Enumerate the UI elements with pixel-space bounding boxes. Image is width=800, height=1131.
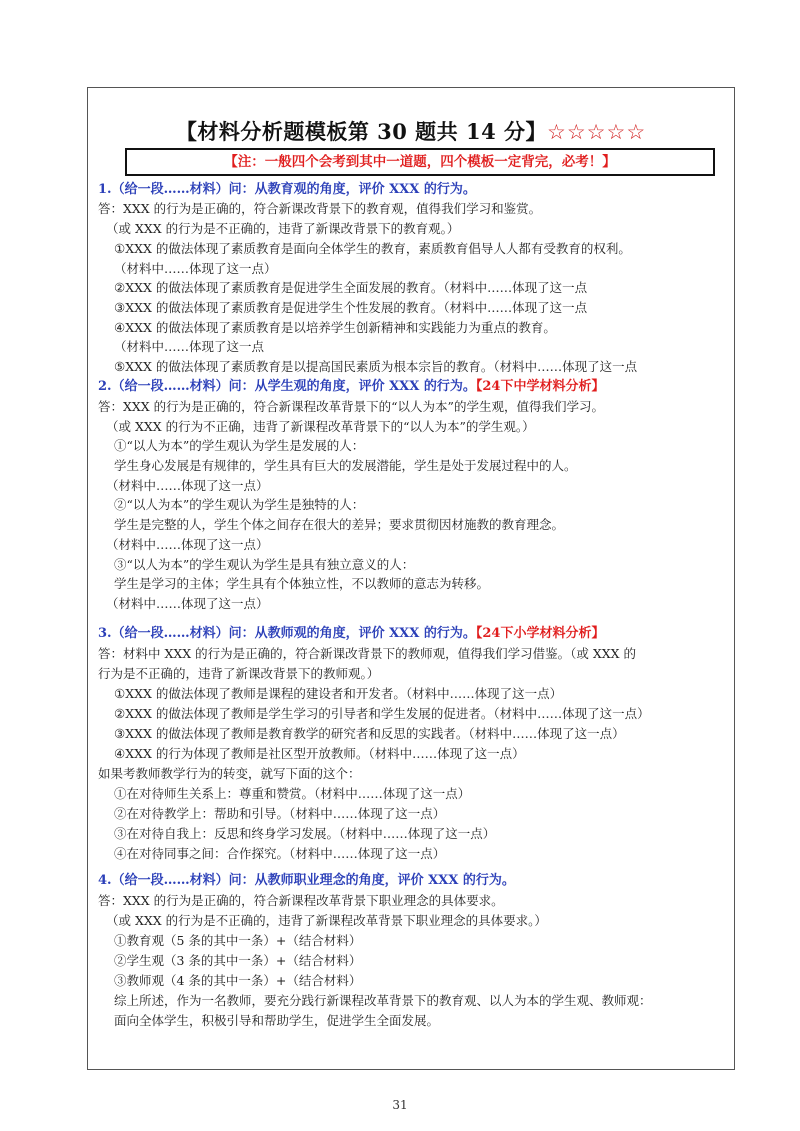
q1-line-4: （材料中……体现了这一点） [114, 261, 277, 276]
q3-line-4: ②XXX 的做法体现了教师是学生学习的引导者和学生发展的促进者。（材料中……体现了这一点） [114, 706, 650, 721]
q1-line-8: （材料中……体现了这一点 [114, 339, 265, 354]
q2-line-5: （材料中……体现了这一点） [106, 478, 269, 493]
question-1 [98, 180, 476, 199]
q2-line-3: ①“以人为本”的学生观认为学生是发展的人： [114, 438, 365, 453]
question-1-text: 1.（给一段……材料）问：从教育观的角度，评价 XXX 的行为。 [98, 182, 476, 197]
question-3-text: 3.（给一段……材料）问：从教师观的角度，评价 XXX 的行为。 [98, 626, 476, 641]
q3-line-6: ④XXX 的行为体现了教师是社区型开放教师。（材料中……体现了这一点） [114, 746, 525, 761]
question-2-tag: 【24下中学材料分析】 [475, 379, 605, 394]
question-3 [98, 624, 604, 643]
q2-line-11: （材料中……体现了这一点） [106, 596, 269, 611]
q3-line-10: ③在对待自我上：反思和终身学习发展。（材料中……体现了这一点） [114, 826, 496, 841]
q1-line-3: ①XXX 的做法体现了素质教育是面向全体学生的教育，素质教育倡导人人都有受教育的权利。 [114, 241, 631, 256]
q3-line-9: ②在对待教学上：帮助和引导。（材料中……体现了这一点） [114, 806, 446, 821]
question-4-text: 4.（给一段……材料）问：从教师职业理念的角度，评价 XXX 的行为。 [98, 873, 515, 888]
q3-line-7: 如果考教师教学行为的转变，就写下面的这个： [98, 766, 361, 781]
q3-line-11: ④在对待同事之间：合作探究。（材料中……体现了这一点） [114, 846, 446, 861]
q1-line-7: ④XXX 的做法体现了素质教育是以培养学生创新精神和实践能力为重点的教育。 [114, 320, 556, 335]
question-2-text: 2.（给一段……材料）问：从学生观的角度，评价 XXX 的行为。 [98, 379, 476, 394]
page-number: 31 [392, 1098, 408, 1112]
q4-line-3: ①教育观（5 条的其中一条）+（结合材料） [114, 933, 362, 948]
q2-line-8: （材料中……体现了这一点） [106, 537, 269, 552]
q3-line-3: ①XXX 的做法体现了教师是课程的建设者和开发者。（材料中……体现了这一点） [114, 686, 563, 701]
q2-line-10: 学生是学习的主体；学生具有个体独立性，不以教师的意志为转移。 [114, 576, 490, 591]
q2-line-2: （或 XXX 的行为不正确，违背了新课程改革背景下的“以人为本”的学生观。） [106, 419, 535, 434]
q4-line-1: 答：XXX 的行为是正确的，符合新课程改革背景下职业理念的具体要求。 [98, 893, 504, 908]
q4-line-6: 综上所述，作为一名教师，要充分践行新课程改革背景下的教育观、以人为本的学生观、教师观： [114, 993, 652, 1008]
q3-line-5: ③XXX 的做法体现了教师是教育教学的研究者和反思的实践者。（材料中……体现了这一点） [114, 726, 625, 741]
q3-line-2: 行为是不正确的，违背了新课改背景下的教师观。） [98, 666, 380, 681]
q1-line-5: ②XXX 的做法体现了素质教育是促进学生全面发展的教育。（材料中……体现了这一点 [114, 280, 588, 295]
q2-line-9: ③“以人为本”的学生观认为学生是具有独立意义的人： [114, 557, 415, 572]
q2-line-7: 学生是完整的人，学生个体之间存在很大的差异；要求贯彻因材施教的教育理念。 [114, 517, 565, 532]
q4-line-5: ③教师观（4 条的其中一条）+（结合材料） [114, 973, 362, 988]
question-3-tag: 【24下小学材料分析】 [475, 626, 605, 641]
q2-line-6: ②“以人为本”的学生观认为学生是独特的人： [114, 497, 365, 512]
rating-stars: ☆☆☆☆☆ [547, 120, 647, 144]
q1-line-1: 答：XXX 的行为是正确的，符合新课改背景下的教育观，值得我们学习和鉴赏。 [98, 201, 542, 216]
q2-line-4: 学生身心发展是有规律的，学生具有巨大的发展潜能，学生是处于发展过程中的人。 [114, 458, 577, 473]
q1-line-2: （或 XXX 的行为是不正确的，违背了新课改背景下的教育观。） [106, 221, 460, 236]
q3-line-1: 答：材料中 XXX 的行为是正确的，符合新课改背景下的教师观，值得我们学习借鉴。（或 XXX 的 [98, 646, 637, 661]
title-text: 【材料分析题模板第 30 题共 14 分】 [175, 119, 548, 144]
q3-line-8: ①在对待师生关系上：尊重和赞赏。（材料中……体现了这一点） [114, 786, 471, 801]
question-2 [98, 377, 604, 396]
q4-line-4: ②学生观（3 条的其中一条）+（结合材料） [114, 953, 362, 968]
q1-line-6: ③XXX 的做法体现了素质教育是促进学生个性发展的教育。（材料中……体现了这一点 [114, 300, 588, 315]
q1-line-9: ⑤XXX 的做法体现了素质教育是以提高国民素质为根本宗旨的教育。（材料中……体现了这一点 [114, 359, 638, 374]
question-4 [98, 871, 515, 890]
q2-line-1: 答：XXX 的行为是正确的，符合新课程改革背景下的“以人为本”的学生观，值得我们学习。 [98, 399, 604, 414]
page-title [87, 116, 735, 146]
q4-line-2: （或 XXX 的行为是不正确的，违背了新课程改革背景下职业理念的具体要求。） [106, 913, 547, 928]
note-box: 【注：一般四个会考到其中一道题，四个模板一定背完，必考！】 [125, 148, 715, 176]
q4-line-7: 面向全体学生，积极引导和帮助学生，促进学生全面发展。 [114, 1013, 440, 1028]
